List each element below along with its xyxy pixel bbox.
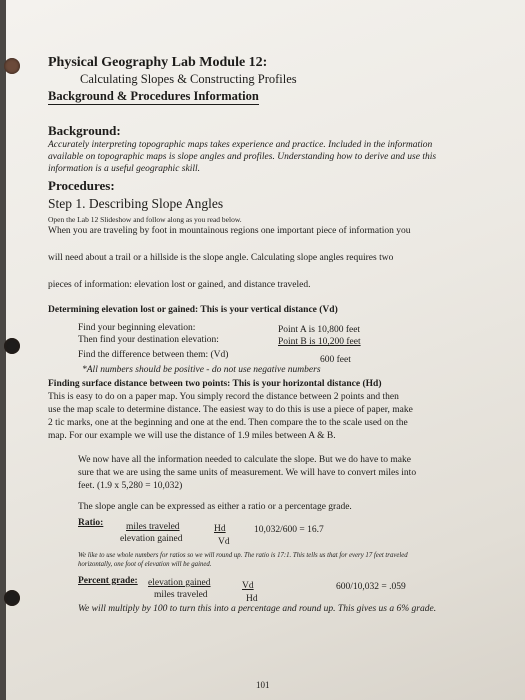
binder-hole	[4, 338, 20, 354]
document-page	[6, 0, 525, 700]
paragraph-line: When you are traveling by foot in mountainous regions one important piece of information you	[48, 226, 411, 236]
paragraph-line: use the map scale to determine distance. The easiest way to do this is use a piece of paper, make	[48, 405, 413, 415]
ratio-label: Ratio:	[78, 518, 104, 528]
ratio-note: horizontally, one foot of elevation will be gained.	[78, 561, 212, 568]
ratio-hd: Hd	[214, 524, 226, 534]
paragraph-line: map. For our example we will use the distance of 1.9 miles between A & B.	[48, 431, 336, 441]
ratio-note: We like to use whole numbers for ratios so we will round up. The ratio is 17:1. This tells us that for every 17 feet traveled	[78, 552, 408, 559]
binder-hole	[4, 590, 20, 606]
percent-numerator: elevation gained	[148, 578, 211, 588]
percent-hd: Hd	[246, 594, 258, 604]
procedures-heading: Procedures:	[48, 178, 115, 193]
slideshow-note: Open the Lab 12 Slideshow and follow along as you read below.	[48, 215, 242, 224]
section-heading: Background & Procedures Information	[48, 89, 259, 103]
ratio-numerator: miles traveled	[126, 522, 180, 532]
ratio-vd: Vd	[218, 537, 230, 547]
ratio-calculation: 10,032/600 = 16.7	[254, 525, 324, 535]
percent-denominator: miles traveled	[154, 590, 208, 600]
percent-vd: Vd	[242, 581, 254, 591]
vertical-row-label: Find the difference between them: (Vd)	[78, 350, 229, 360]
lab-subtitle: Calculating Slopes & Constructing Profiles	[80, 72, 297, 86]
paragraph-line: feet. (1.9 x 5,280 = 10,032)	[78, 481, 183, 491]
vertical-row-value: Point A is 10,800 feet	[278, 325, 361, 335]
negative-note: *All numbers should be positive - do not use negative numbers	[82, 365, 321, 375]
paragraph-line: will need about a trail or a hillside is the slope angle. Calculating slope angles requires two	[48, 253, 394, 263]
binder-hole	[4, 58, 20, 74]
vertical-heading: Determining elevation lost or gained: This is your vertical distance (Vd)	[48, 305, 338, 315]
background-heading: Background:	[48, 123, 121, 138]
paragraph-line: The slope angle can be expressed as either a ratio or a percentage grade.	[78, 502, 352, 512]
lab-title: Physical Geography Lab Module 12:	[48, 55, 268, 70]
percent-label: Percent grade:	[78, 576, 138, 586]
step1-heading: Step 1. Describing Slope Angles	[48, 196, 224, 211]
percent-note: We will multiply by 100 to turn this into a percentage and round up. This gives us a 6% grade.	[78, 604, 437, 614]
vertical-row-value: Point B is 10,200 feet	[278, 337, 361, 347]
paragraph-line: sure that we are using the same units of measurement. We will have to convert miles into	[78, 468, 417, 478]
paragraph-line: This is easy to do on a paper map. You simply record the distance between 2 points and then	[48, 392, 399, 402]
vertical-row-label: Find your beginning elevation:	[78, 323, 196, 333]
horizontal-heading: Finding surface distance between two points: This is your horizontal distance (Hd)	[48, 379, 382, 389]
paragraph-line: 2 tic marks, one at the beginning and one at the end. Then compare the to the scale used on the	[48, 418, 408, 428]
percent-calculation: 600/10,032 = .059	[336, 582, 406, 592]
background-text: Accurately interpreting topographic maps takes experience and practice. Included in the information available on topographic maps is slope angles and profiles. Understanding how to derive and use this information is a useful geographic skill.	[48, 140, 437, 174]
paragraph-line: We now have all the information needed to calculate the slope. But we do have to make	[78, 455, 411, 465]
vertical-row-value: 600 feet	[320, 355, 351, 365]
paragraph-line: pieces of information: elevation lost or gained, and distance traveled.	[48, 280, 311, 290]
page-number: 101	[256, 680, 270, 690]
vertical-row-label: Then find your destination elevation:	[78, 335, 219, 345]
ratio-denominator: elevation gained	[120, 534, 183, 544]
